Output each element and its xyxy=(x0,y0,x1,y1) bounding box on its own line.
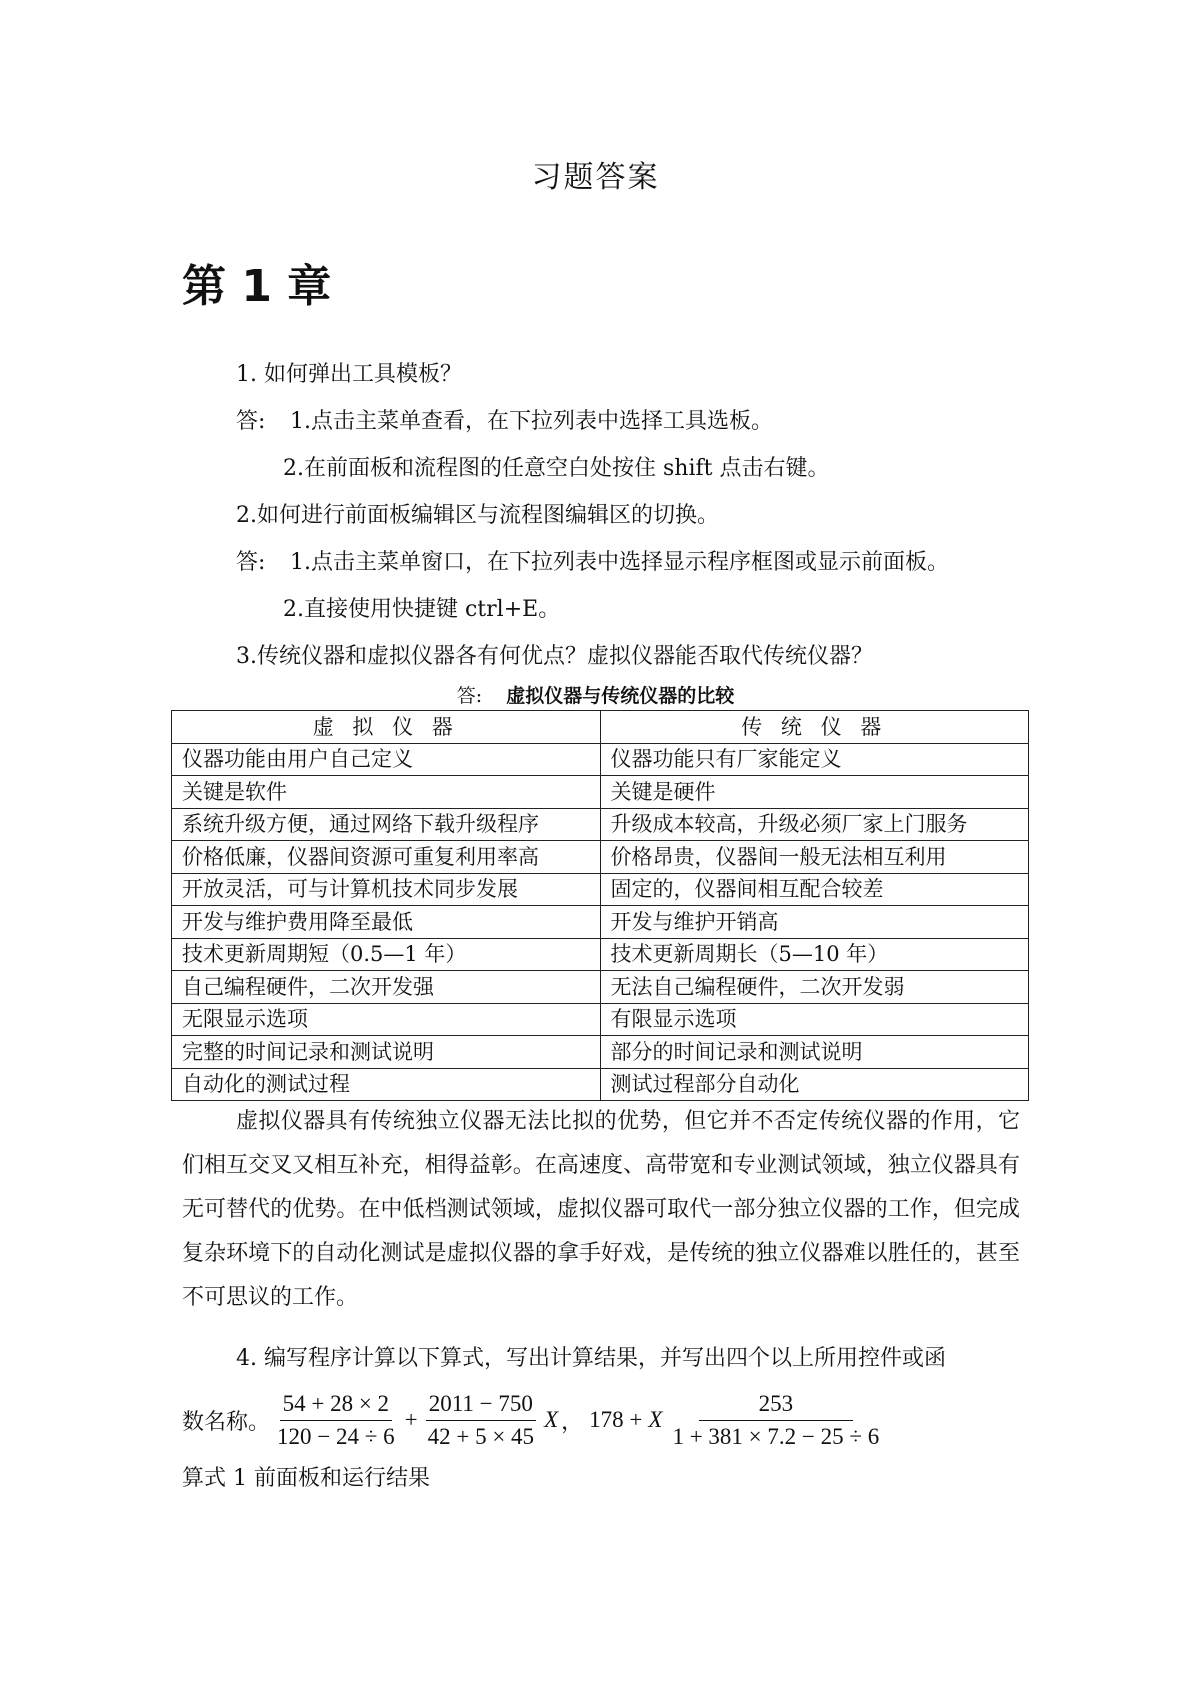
fraction-1-denominator: 120 − 24 ÷ 6 xyxy=(277,1423,395,1449)
answer-1-item-2: 2.在前面板和流程图的任意空白处按住 shift 点击右键。 xyxy=(283,456,830,481)
table-row xyxy=(172,776,1029,809)
table-cell-traditional: 升级成本较高，升级必须厂家上门服务 xyxy=(600,808,1029,841)
chapter-heading: 第 1 章 xyxy=(182,261,332,312)
table-cell-virtual: 开放灵活，可与计算机技术同步发展 xyxy=(172,873,601,906)
table-cell-traditional: 关键是硬件 xyxy=(600,776,1029,809)
fraction-2 xyxy=(425,1391,537,1450)
table-cell-traditional: 价格昂贵，仪器间一般无法相互利用 xyxy=(600,841,1029,874)
table-cell-traditional: 测试过程部分自动化 xyxy=(600,1068,1029,1101)
answer-2-item-2: 2.直接使用快捷键 ctrl+E。 xyxy=(283,597,561,622)
formula-3-variable: X xyxy=(648,1407,663,1432)
formula-line xyxy=(182,1380,886,1460)
comparison-table xyxy=(171,710,1029,1101)
question-4: 4. 编写程序计算以下算式，写出计算结果，并写出四个以上所用控件或函 xyxy=(236,1346,946,1371)
table-cell-virtual: 价格低廉，仪器间资源可重复利用率高 xyxy=(172,841,601,874)
fraction-3-numerator: 253 xyxy=(699,1391,854,1421)
table-cell-traditional: 仪器功能只有厂家能定义 xyxy=(600,743,1029,776)
table-cell-virtual: 关键是软件 xyxy=(172,776,601,809)
table-cell-traditional: 技术更新周期长（5—10 年） xyxy=(600,938,1029,971)
formula-prefix: 数名称。 xyxy=(182,1409,271,1435)
table-cell-traditional: 无法自己编程硬件，二次开发弱 xyxy=(600,971,1029,1004)
table-cell-virtual: 完整的时间记录和测试说明 xyxy=(172,1036,601,1069)
caption-title: 虚拟仪器与传统仪器的比较 xyxy=(506,685,735,707)
table-header-row xyxy=(172,711,1029,744)
document-title: 习题答案 xyxy=(531,160,660,195)
header-traditional-instrument: 传 统 仪 器 xyxy=(600,711,1029,744)
fraction-3-denominator: 1 + 381 × 7.2 − 25 ÷ 6 xyxy=(672,1423,880,1449)
table-row xyxy=(172,1068,1029,1101)
variable-x: X xyxy=(544,1407,559,1432)
question-2: 2.如何进行前面板编辑区与流程图编辑区的切换。 xyxy=(236,503,719,528)
fraction-1 xyxy=(274,1391,398,1450)
answer-2-item-1: 1.点击主菜单窗口，在下拉列表中选择显示程序框图或显示前面板。 xyxy=(290,550,949,575)
table-row xyxy=(172,841,1029,874)
fraction-1-numerator: 54 + 28 × 2 xyxy=(280,1391,392,1421)
formula-3-prefix: 178 + xyxy=(589,1407,643,1432)
fraction-3 xyxy=(669,1391,882,1450)
fraction-2-denominator: 42 + 5 × 45 xyxy=(427,1423,535,1449)
table-cell-traditional: 部分的时间记录和测试说明 xyxy=(600,1036,1029,1069)
table-row xyxy=(172,971,1029,1004)
header-virtual-instrument: 虚 拟 仪 器 xyxy=(172,711,601,744)
table-cell-virtual: 系统升级方便，通过网络下载升级程序 xyxy=(172,808,601,841)
table-cell-traditional: 固定的，仪器间相互配合较差 xyxy=(600,873,1029,906)
table-cell-virtual: 自动化的测试过程 xyxy=(172,1068,601,1101)
formula-separator: ， xyxy=(561,1409,584,1435)
result-caption: 算式 1 前面板和运行结果 xyxy=(182,1466,430,1491)
discussion-paragraph: 虚拟仪器具有传统独立仪器无法比拟的优势，但它并不否定传统仪器的作用，它们相互交叉又相互补充，相得益彰。在高速度、高带宽和专业测试领域，独立仪器具有无可替代的优势。在中低档测试领域，虚拟仪器可取代一部分独立仪器的工作，但完成复杂环境下的自动化测试是虚拟仪器的拿手好戏，是传统的独立仪器难以胜任的，甚至不可思议的工作。 xyxy=(182,1109,1020,1310)
answer-label-1: 答: xyxy=(236,409,266,434)
table-row xyxy=(172,743,1029,776)
table-cell-virtual: 技术更新周期短（0.5—1 年） xyxy=(172,938,601,971)
answer-1-item-1: 1.点击主菜单查看，在下拉列表中选择工具选板。 xyxy=(290,409,773,434)
table-cell-virtual: 自己编程硬件，二次开发强 xyxy=(172,971,601,1004)
question-1: 1. 如何弹出工具模板？ xyxy=(236,362,462,387)
caption-answer-label: 答: xyxy=(456,685,483,707)
table-caption xyxy=(0,683,1191,709)
question-3: 3.传统仪器和虚拟仪器各有何优点？虚拟仪器能否取代传统仪器？ xyxy=(236,644,873,669)
table-row xyxy=(172,1003,1029,1036)
table-cell-traditional: 有限显示选项 xyxy=(600,1003,1029,1036)
answer-label-2: 答: xyxy=(236,550,266,575)
fraction-2-numerator: 2011 − 750 xyxy=(426,1391,536,1421)
table-cell-virtual: 开发与维护费用降至最低 xyxy=(172,906,601,939)
plus-operator: + xyxy=(404,1407,418,1432)
table-row xyxy=(172,808,1029,841)
table-row xyxy=(172,906,1029,939)
table-cell-virtual: 无限显示选项 xyxy=(172,1003,601,1036)
table-row xyxy=(172,938,1029,971)
table-row xyxy=(172,873,1029,906)
table-cell-virtual: 仪器功能由用户自己定义 xyxy=(172,743,601,776)
table-cell-traditional: 开发与维护开销高 xyxy=(600,906,1029,939)
table-row xyxy=(172,1036,1029,1069)
